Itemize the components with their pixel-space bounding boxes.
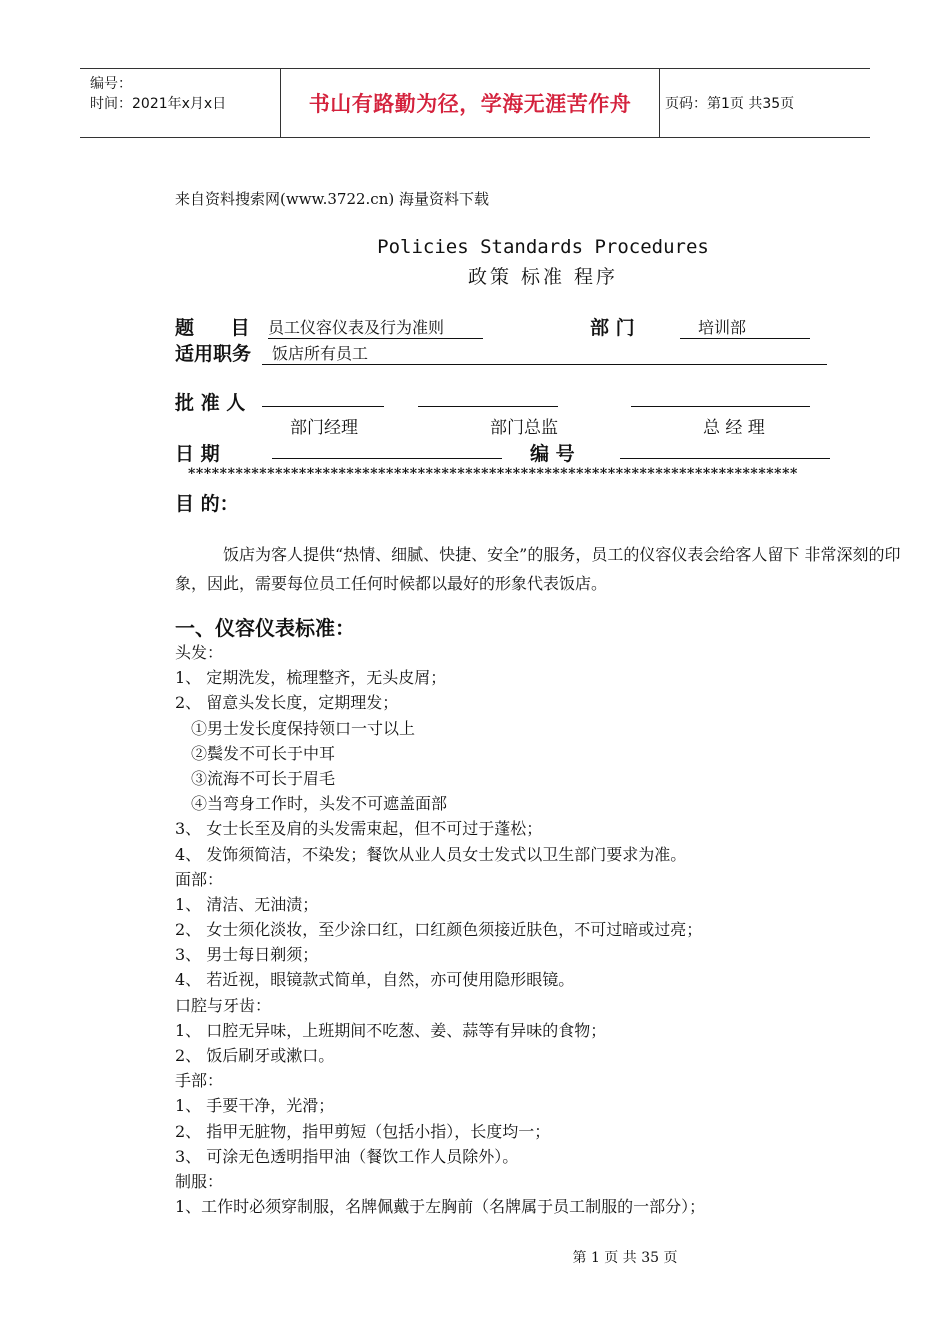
dept-label: 部 门 xyxy=(590,317,635,339)
list-item: 2、 指甲无脏物，指甲剪短（包括小指），长度均一； xyxy=(175,1121,551,1141)
date-line xyxy=(272,458,502,459)
doc-number-label: 编号： xyxy=(90,76,132,92)
page-header xyxy=(80,68,870,138)
subheading-face: 面部： xyxy=(175,869,224,889)
doc-time-label: 时间：2021年x月x日 xyxy=(90,96,227,112)
list-item: 3、 可涂无色透明指甲油（餐饮工作人员除外）。 xyxy=(175,1146,519,1166)
purpose-text: 饭店为客人提供“热情、细腻、快捷、安全”的服务，员工的仪容仪表会给客人留下 非常深刻的印象，因此，需要每位员工任何时候都以最好的形象代表饭店。 xyxy=(175,545,901,593)
header-page-cell xyxy=(659,69,876,137)
dept-value: 培训部 xyxy=(680,315,810,339)
list-item: 2、 女士须化淡妆，至少涂口红，口红颜色须接近肤色，不可过暗或过亮； xyxy=(175,920,703,940)
list-item: 1、工作时必须穿制服，名牌佩戴于左胸前（名牌属于员工制服的一部分）； xyxy=(175,1197,706,1217)
approver-line-1 xyxy=(262,406,384,407)
list-item: 1、 手要干净，光滑； xyxy=(175,1096,335,1116)
applies-label: 适用职务 xyxy=(175,343,252,365)
number-line xyxy=(620,458,830,459)
purpose-label: 目 的： xyxy=(175,493,239,515)
subheading-mouth: 口腔与牙齿： xyxy=(175,995,272,1015)
source-note: 来自资料搜索网(www.3722.cn) 海量资料下载 xyxy=(175,190,489,208)
list-item: 2、 饭后刷牙或漱口。 xyxy=(175,1046,335,1065)
subheading-hair: 头发： xyxy=(175,643,224,662)
list-item: 3、 男士每日剃须； xyxy=(175,945,319,965)
list-item: ③流海不可长于眉毛 xyxy=(191,768,336,788)
section-1-title: 一、仪容仪表标准： xyxy=(175,616,355,640)
page-footer: 第 1 页 共 35 页 xyxy=(572,1250,678,1266)
approver-line-2 xyxy=(418,406,558,407)
header-meta-cell xyxy=(80,69,280,137)
title-english: Policies Standards Procedures xyxy=(377,236,709,258)
separator-stars: ***************************************************************************** xyxy=(188,466,798,482)
list-item: 4、 若近视，眼镜款式简单，自然，亦可使用隐形眼镜。 xyxy=(175,970,575,990)
date-label: 日 期 xyxy=(175,443,220,465)
approver-label: 批 准 人 xyxy=(175,392,246,414)
subject-label: 题 目 xyxy=(175,317,250,339)
list-item: 3、 女士长至及肩的头发需束起，但不可过于蓬松； xyxy=(175,819,543,839)
number-label: 编 号 xyxy=(530,443,575,465)
applies-value: 饭店所有员工 xyxy=(262,341,827,365)
list-item: 1、 定期洗发，梳理整齐，无头皮屑； xyxy=(175,668,447,688)
list-item: 1、 清洁、无油渍； xyxy=(175,894,319,914)
page-code: 页码：第1页 共35页 xyxy=(665,96,795,112)
list-item: 1、 口腔无异味，上班期间不吃葱、姜、蒜等有异味的食物； xyxy=(175,1020,607,1040)
header-motto-cell xyxy=(280,69,660,137)
approver-dept-manager: 部门经理 xyxy=(290,418,358,438)
list-item: ①男士发长度保持领口一寸以上 xyxy=(191,718,416,738)
subheading-hands: 手部： xyxy=(175,1071,224,1091)
approver-dept-director: 部门总监 xyxy=(490,418,558,438)
approver-line-3 xyxy=(631,406,810,407)
list-item: ②鬓发不可长于中耳 xyxy=(191,743,336,763)
list-item: 2、 留意头发长度，定期理发； xyxy=(175,693,399,713)
section-1-body xyxy=(175,640,705,1219)
list-item: 4、 发饰须简洁，不染发；餐饮从业人员女士发式以卫生部门要求为准。 xyxy=(175,844,687,864)
list-item: ④当弯身工作时，头发不可遮盖面部 xyxy=(191,794,448,814)
subject-value: 员工仪容仪表及行为准则 xyxy=(268,315,483,339)
subheading-uniform: 制服： xyxy=(175,1171,224,1191)
approver-general-manager: 总 经 理 xyxy=(703,418,765,438)
motto-text: 书山有路勤为径，学海无涯苦作舟 xyxy=(308,92,632,116)
title-chinese: 政策 标准 程序 xyxy=(467,266,619,288)
